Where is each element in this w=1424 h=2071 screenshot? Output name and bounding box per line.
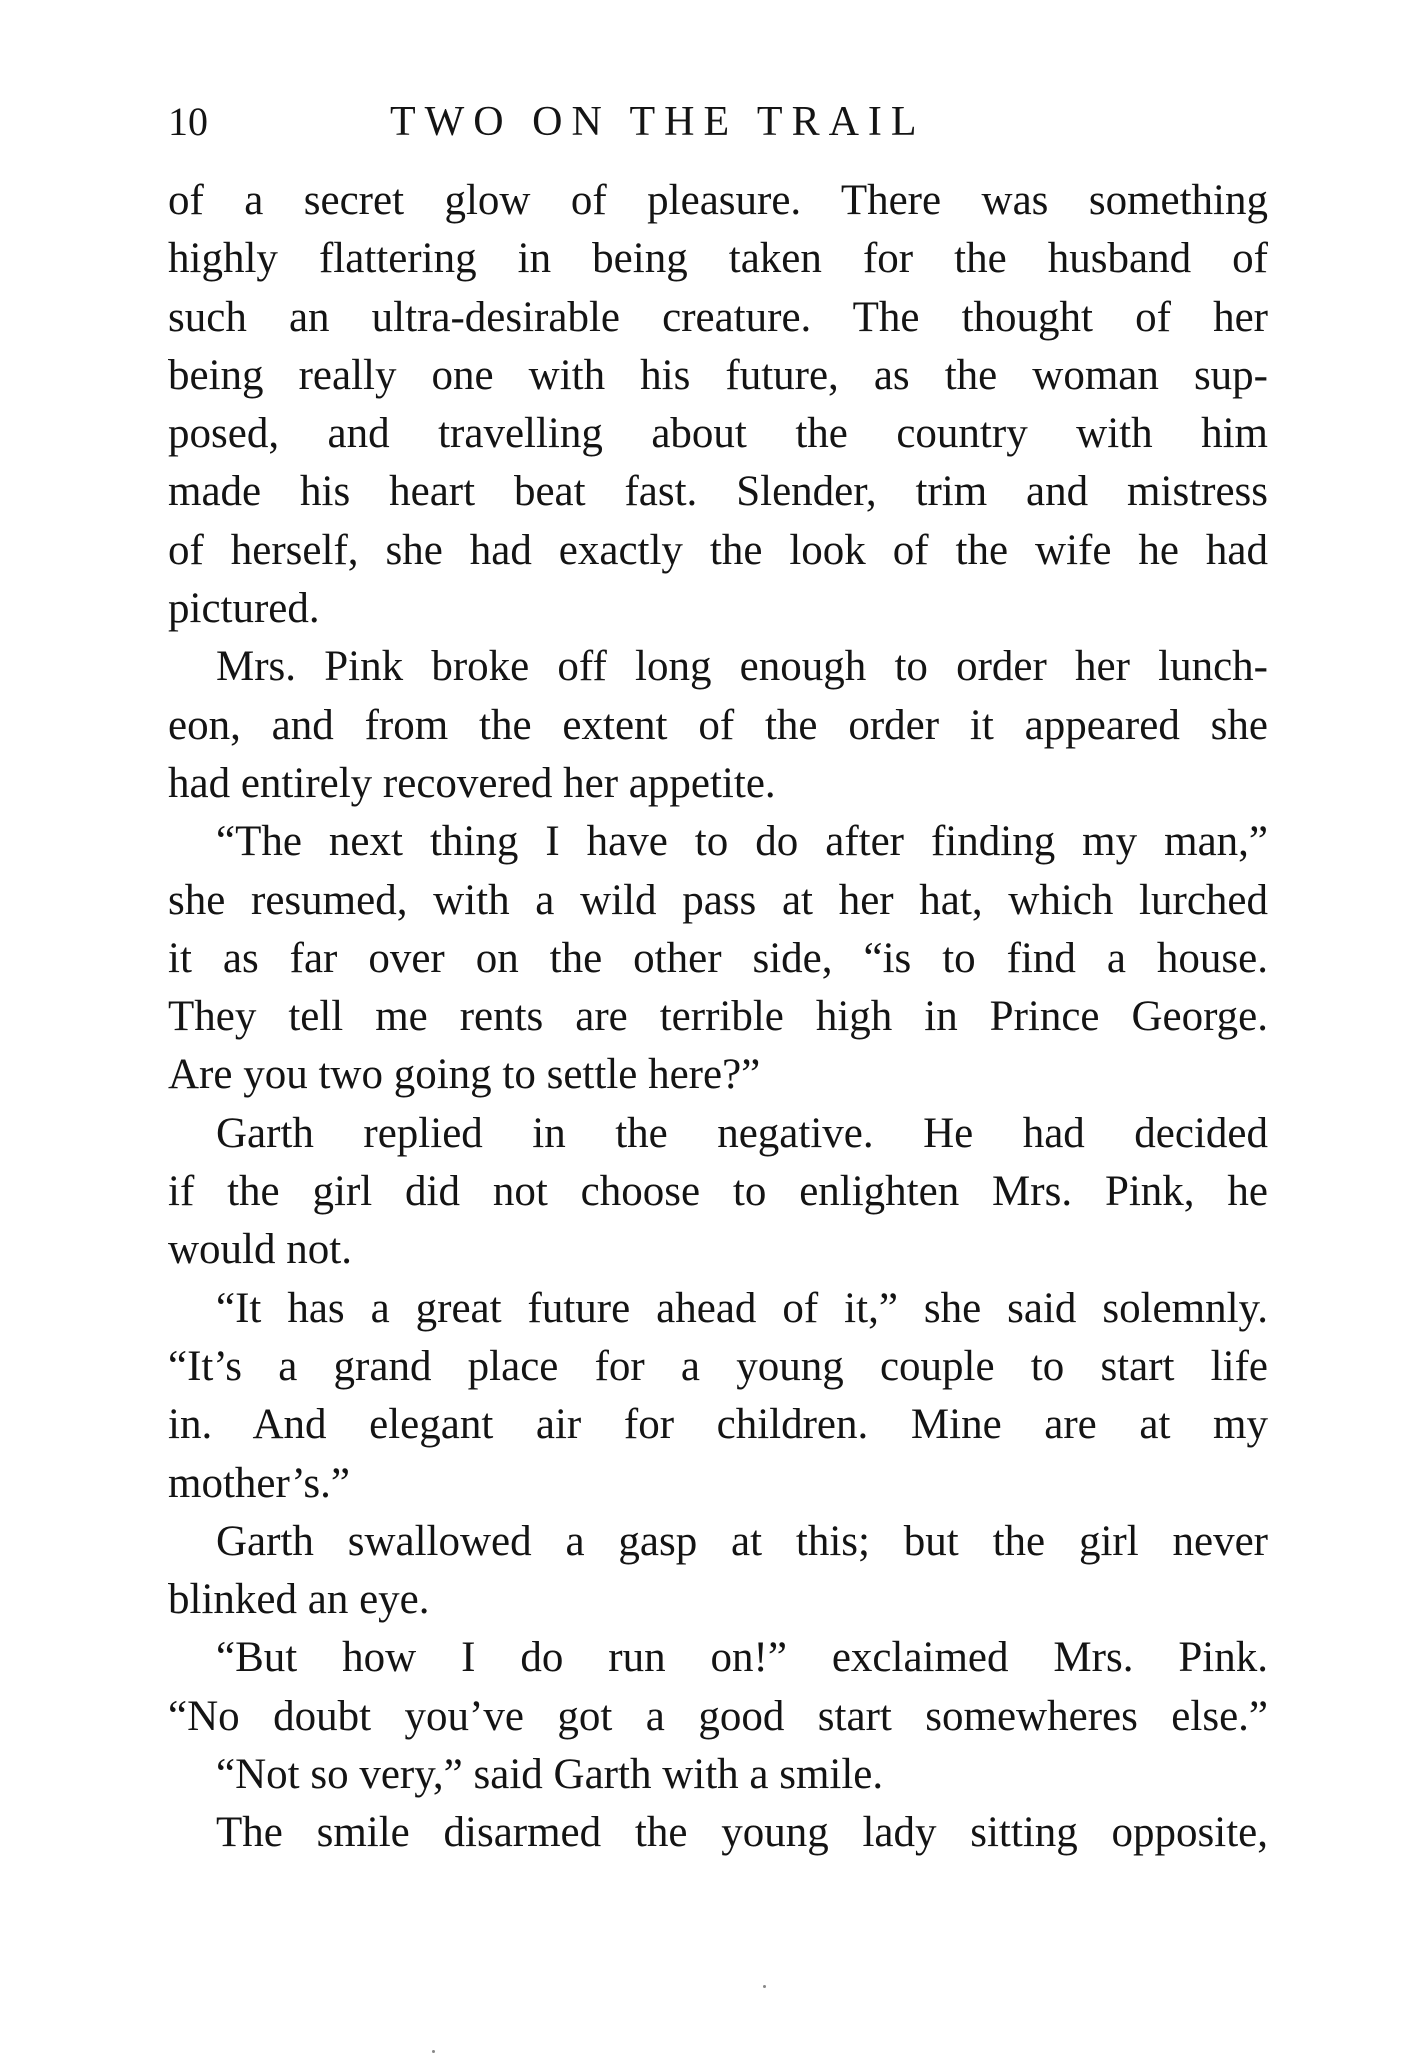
text-line: pictured. bbox=[168, 585, 320, 633]
text-line: such an ultra-desirable creature. The thought of her bbox=[168, 293, 1268, 341]
text-line: They tell me rents are terrible high in Prince George. bbox=[168, 993, 1268, 1041]
text-line: being really one with his future, as the woman sup- bbox=[168, 351, 1268, 399]
body-text bbox=[168, 172, 1268, 1863]
text-line: Are you two going to settle here?” bbox=[168, 1051, 761, 1099]
text-line: The smile disarmed the young lady sitting opposite, bbox=[216, 1809, 1268, 1857]
paper-speck bbox=[763, 1985, 766, 1988]
text-line: Garth swallowed a gasp at this; but the girl never bbox=[216, 1517, 1268, 1565]
text-line: in. And elegant air for children. Mine are at my bbox=[168, 1401, 1268, 1449]
text-line: highly flattering in being taken for the husband of bbox=[168, 235, 1268, 283]
page-number: 10 bbox=[168, 99, 208, 144]
text-line: “Not so very,” said Garth with a smile. bbox=[216, 1751, 884, 1799]
text-line: of herself, she had exactly the look of the wife he had bbox=[168, 526, 1268, 574]
text-line: if the girl did not choose to enlighten Mrs. Pink, he bbox=[168, 1168, 1268, 1216]
text-line: Mrs. Pink broke off long enough to order her lunch- bbox=[216, 643, 1268, 691]
text-line: made his heart beat fast. Slender, trim and mistress bbox=[168, 468, 1268, 516]
text-line: it as far over on the other side, “is to find a house. bbox=[168, 934, 1268, 982]
text-line: blinked an eye. bbox=[168, 1576, 430, 1624]
text-line: eon, and from the extent of the order it appeared she bbox=[168, 701, 1268, 749]
text-line: of a secret glow of pleasure. There was something bbox=[168, 177, 1268, 224]
text-line: she resumed, with a wild pass at her hat, which lurched bbox=[168, 876, 1268, 924]
text-line: “It has a great future ahead of it,” she said solemnly. bbox=[216, 1284, 1268, 1332]
text-line: “But how I do run on!” exclaimed Mrs. Pink. bbox=[216, 1634, 1268, 1682]
text-line: mother’s.” bbox=[168, 1459, 350, 1507]
text-line: “No doubt you’ve got a good start somewheres else.” bbox=[168, 1692, 1268, 1740]
text-line: Garth replied in the negative. He had decided bbox=[216, 1109, 1268, 1157]
text-line: had entirely recovered her appetite. bbox=[168, 759, 776, 807]
text-line: posed, and travelling about the country with him bbox=[168, 410, 1268, 458]
running-head: TWO ON THE TRAIL bbox=[390, 99, 926, 145]
text-line: “The next thing I have to do after finding my man,” bbox=[216, 818, 1268, 866]
page-header bbox=[168, 92, 1268, 152]
text-line: “It’s a grand place for a young couple to start life bbox=[168, 1342, 1268, 1390]
paper-speck bbox=[432, 2050, 435, 2053]
text-line: would not. bbox=[168, 1226, 352, 1274]
